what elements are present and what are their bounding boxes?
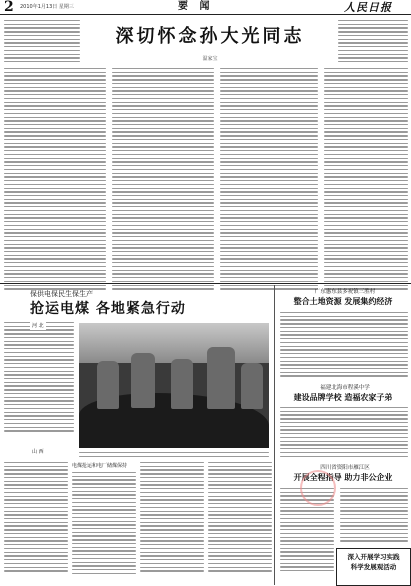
side-headline-hebei: 河 北: [32, 323, 44, 329]
column-divider: [274, 285, 275, 585]
lead-article-col-2: [112, 68, 214, 292]
campaign-line-1: 深入开展学习实践: [347, 553, 400, 561]
issue-date: 2010年1月13日 星期三: [20, 4, 74, 10]
section-divider: [0, 283, 411, 284]
right-story-1-kicker: 广东惠东县多祝镇三胜村: [314, 289, 376, 295]
right-story-1-text: [280, 312, 408, 379]
right-story-2-text: [280, 407, 408, 459]
feature-bottom-col-3: [140, 462, 204, 574]
lead-article-title: 深切怀念孙大光同志: [115, 26, 305, 47]
lead-article-byline: 温家宝: [202, 56, 218, 62]
feature-headline: 抢运电煤 各地紧急行动: [30, 301, 186, 317]
page-header: [0, 0, 411, 15]
right-story-3-kicker: 四川省资阳市雁江区: [320, 465, 370, 471]
right-story-1-headline: 整合土地资源 发展集约经济: [293, 297, 393, 306]
feature-bottom-col-2: [72, 472, 136, 577]
masthead-logo: 人民日报: [344, 1, 392, 14]
photo-caption: [79, 452, 269, 459]
lead-article-col-4: [324, 68, 408, 292]
right-story-3-headline: 开展全程指导 助力非公企业: [293, 473, 393, 482]
watermark-stamp: [300, 470, 336, 506]
feature-bottom-col-4: [208, 462, 272, 574]
right-story-2-kicker: 福建北海市程溪中学: [320, 385, 370, 391]
campaign-line-2: 科学发展观活动: [350, 563, 397, 571]
coal-loading-photo: [79, 323, 269, 448]
right-story-2-headline: 建设品牌学校 造福农家子弟: [293, 393, 393, 402]
feature-kicker: 保供电保民生保生产: [30, 290, 93, 298]
side-headline-shanxi: 山 西: [32, 449, 44, 455]
right-story-3-text-2: [340, 488, 408, 544]
page-number: 2: [4, 0, 14, 15]
feature-left-col: [4, 322, 74, 434]
section-title: 要 闻: [178, 1, 214, 12]
feature-subhead: 电煤抢运和电厂储煤保持: [72, 463, 128, 469]
lead-article-col-1: [4, 68, 106, 292]
lead-article-col-3: [220, 68, 318, 292]
feature-bottom-col-1: [4, 462, 68, 574]
